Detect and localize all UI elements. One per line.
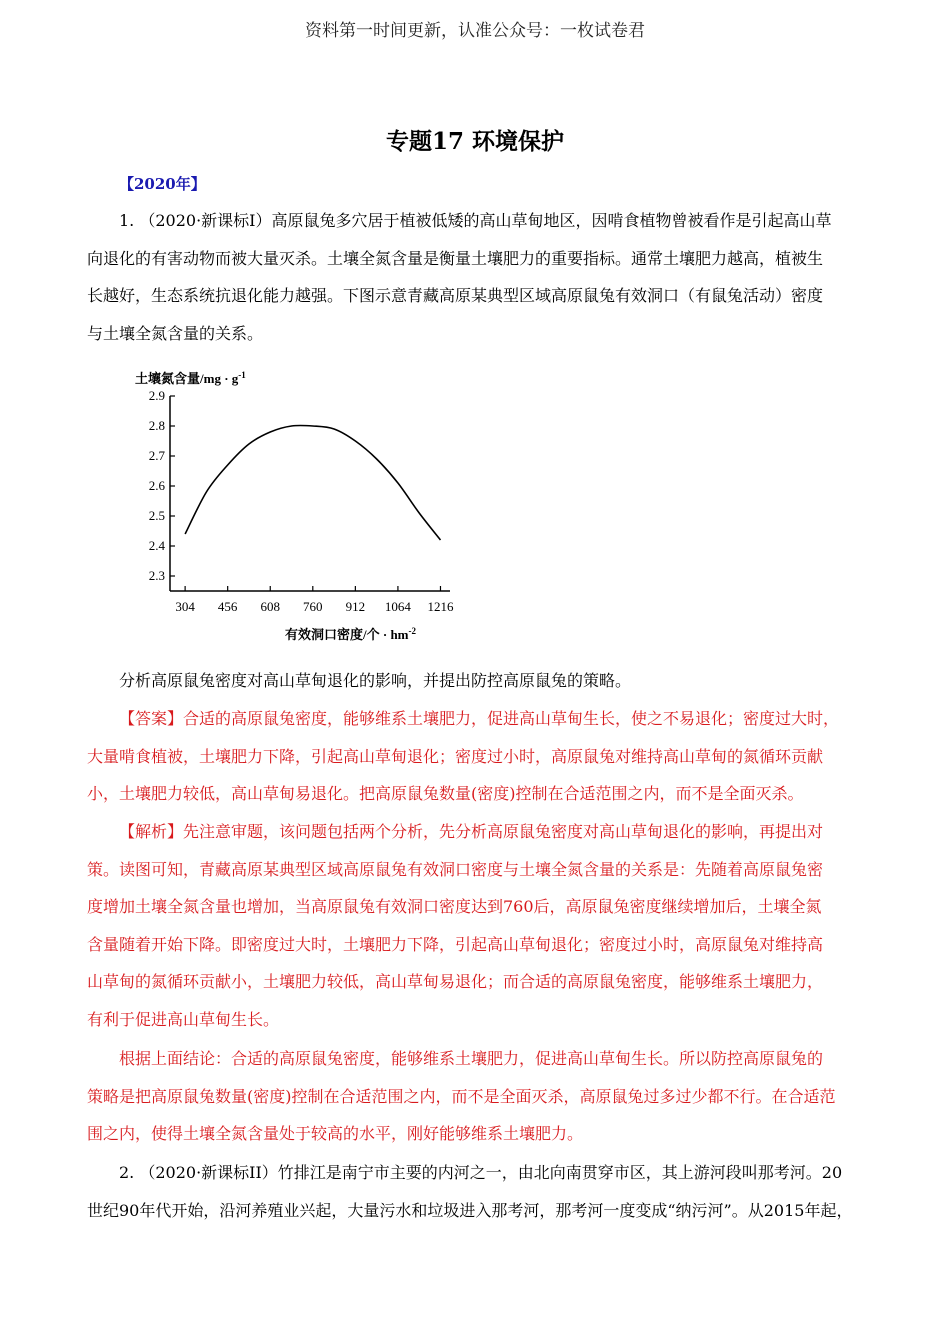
nitrogen-density-chart [125,364,455,649]
question-1-prompt [87,662,863,700]
chart-y-tick-label: 2.6 [148,478,165,493]
answer-line-3: 小，土壤肥力较低，高山草甸易退化。把高原鼠兔数量(密度)控制在合适范围之内，而不是全面灭杀。 [87,784,804,804]
chart-x-tick-label: 304 [175,599,195,614]
analysis-line-6: 有利于促进高山草甸生长。 [87,1009,280,1029]
chart-y-axis-label: 土壤氮含量$/mg \cdot g^{-1}$ [135,370,246,386]
chart-x-axis-label: 有效洞口密度/个 · $hm^{-2}$ [285,626,417,642]
question-1-text [87,202,863,352]
analysis-line-5: 山草甸的氮循环贡献小，土壤肥力较低，高山草甸易退化；而合适的高原鼠兔密度，能够维系土壤肥力， [87,972,824,992]
analysis-block [87,813,863,1039]
q1-line-3: 长越好，生态系统抗退化能力越强。下图示意青藏高原某典型区域高原鼠兔有效洞口（有鼠兔活动）密度 [87,286,824,306]
page-title: 专题17 环境保护 [385,128,564,155]
year-section-tag: 【2020年】 [119,175,206,193]
analysis-line-2: 策。读图可知，青藏高原某典型区域高原鼠兔有效洞口密度与土壤全氮含量的关系是：先随着高原鼠兔密 [87,859,824,879]
chart-y-tick-label: 2.4 [148,538,165,553]
chart-x-tick-label: 1216 [427,599,454,614]
analysis-line-1: 【解析】先注意审题，该问题包括两个分析，先分析高原鼠兔密度对高山草甸退化的影响，再提出对 [119,822,824,841]
analysis-line-4: 含量随着开始下降。即密度过大时，土壤肥力下降，引起高山草甸退化；密度过小时，高原鼠兔对维持高 [87,934,824,954]
chart-x-tick-label: 912 [345,599,366,614]
conclusion-line-2: 策略是把高原鼠兔数量(密度)控制在合适范围之内，而不是全面灭杀，高原鼠兔过多过少都不行。在合适范 [87,1086,836,1106]
watermark-header: 资料第一时间更新，认准公众号：一枚试卷君 [305,21,645,41]
chart-x-tick-label: 760 [303,599,323,614]
q1-line-4: 与土壤全氮含量的关系。 [87,323,264,343]
question-2-text [87,1154,863,1229]
q1-question: 分析高原鼠兔密度对高山草甸退化的影响，并提出防控高原鼠兔的策略。 [119,671,632,690]
chart-y-tick-label: 2.3 [148,568,165,583]
conclusion-line-3: 围之内，使得土壤全氮含量处于较高的水平，刚好能够维系土壤肥力。 [87,1124,584,1144]
chart-y-tick-label: 2.8 [148,418,165,433]
conclusion-line-1: 根据上面结论：合适的高原鼠兔密度，能够维系土壤肥力，促进高山草甸生长。所以防控高原鼠兔的 [119,1049,824,1068]
chart-series-line [185,425,440,540]
analysis-line-3: 度增加土壤全氮含量也增加，当高原鼠兔有效洞口密度达到760后，高原鼠兔密度继续增加后，土壤全氮 [87,897,822,917]
chart-y-tick-label: 2.9 [148,388,165,403]
q1-line-2: 向退化的有害动物而被大量灭杀。土壤全氮含量是衡量土壤肥力的重要指标。通常土壤肥力越高，植被生 [87,248,824,268]
q2-line-1: 2. （2020·新课标II）竹排江是南宁市主要的内河之一，由北向南贯穿市区，其上游河段叫那考河。20 [119,1163,843,1182]
chart-x-tick-label: 608 [260,599,280,614]
answer-line-2: 大量啃食植被，土壤肥力下降，引起高山草甸退化；密度过小时，高原鼠兔对维持高山草甸的氮循环贡献 [87,746,824,766]
chart-x-tick-label: 456 [217,599,238,614]
chart-y-tick-label: 2.5 [148,508,165,523]
conclusion-block [87,1040,863,1153]
chart-y-tick-label: 2.7 [148,448,165,463]
answer-block [87,700,863,813]
q1-line-1: 1. （2020·新课标I）高原鼠兔多穴居于植被低矮的高山草甸地区，因啃食植物曾被看作是引起高山草 [119,211,832,230]
q2-line-2: 世纪90年代开始，沿河养殖业兴起，大量污水和垃圾进入那考河，那考河一度变成“纳污河”。从2015年起， [87,1200,853,1220]
answer-line-1: 【答案】合适的高原鼠兔密度，能够维系土壤肥力，促进高山草甸生长，使之不易退化；密度过大时， [119,709,840,728]
chart-x-tick-label: 1064 [384,599,411,614]
